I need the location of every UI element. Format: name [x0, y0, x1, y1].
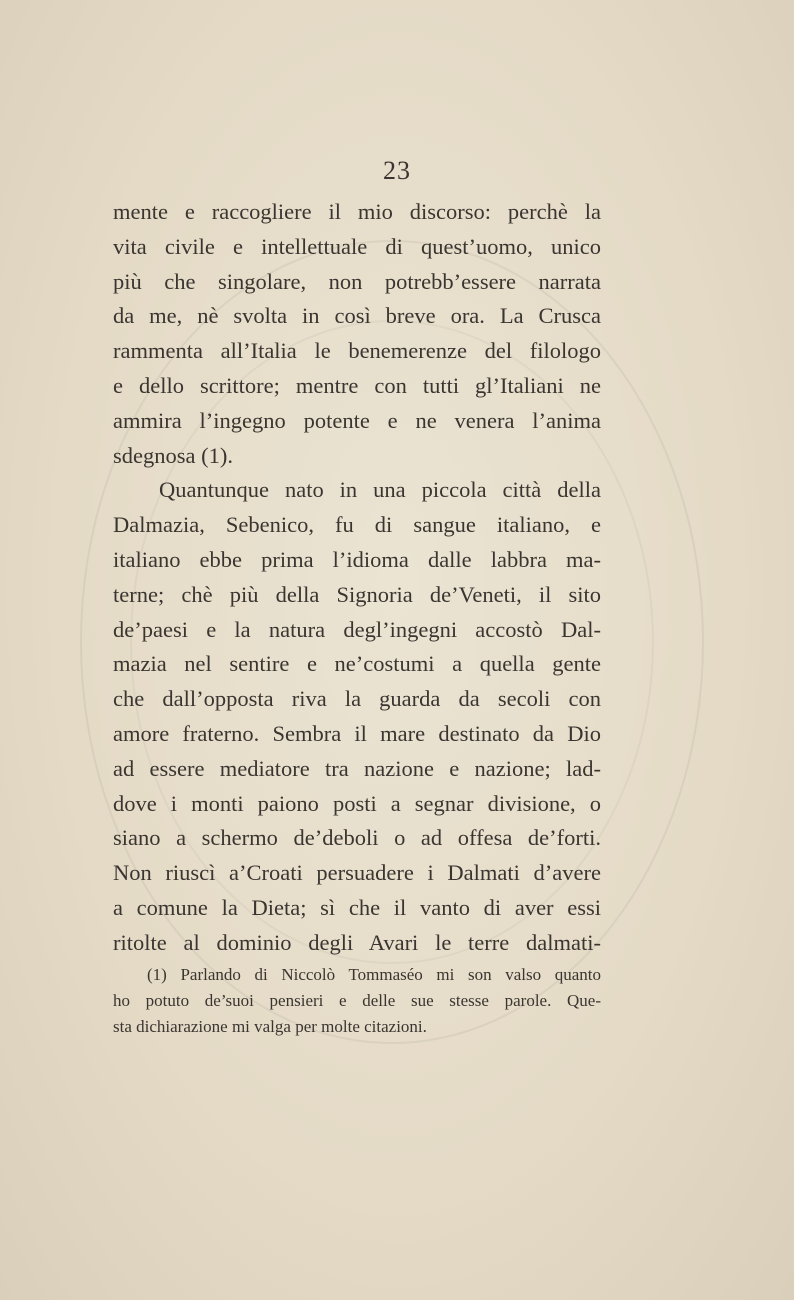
text-line: a comune la Dieta; sì che il vanto di aver essi — [113, 894, 601, 920]
text-line: terne; chè più della Signoria de’Veneti, il sito — [113, 581, 601, 607]
text-line: rammenta all’Italia le benemerenze del filologo — [113, 338, 601, 364]
text-line: ammira l’ingegno potente e ne venera l’anima — [113, 407, 601, 433]
footnote-line: ho potuto de’suoi pensieri e delle sue stesse parole. Que- — [113, 991, 601, 1010]
text-line: mente e raccogliere il mio discorso: perchè la — [113, 199, 601, 224]
text-line: vita civile e intellettuale di quest’uomo, unico — [113, 233, 601, 259]
text-line: dove i monti paiono posti a segnar divisione, o — [113, 790, 601, 816]
text-line: Non riuscì a’Croati persuadere i Dalmati d’avere — [113, 860, 601, 886]
text-line: mazia nel sentire e ne’costumi a quella gente — [113, 651, 601, 677]
footnote-line: (1) Parlando di Niccolò Tommaséo mi son valso quanto — [147, 965, 601, 984]
text-line: italiano ebbe prima l’idioma dalle labbra ma- — [113, 546, 601, 572]
text-line: più che singolare, non potrebb’essere narrata — [113, 268, 601, 294]
footnote — [113, 962, 601, 1040]
text-line: Dalmazia, Sebenico, fu di sangue italiano, e — [113, 512, 601, 538]
text-line: siano a schermo de’deboli o ad offesa de’forti. — [113, 825, 601, 851]
text-line: ad essere mediatore tra nazione e nazione; lad- — [113, 755, 601, 781]
body-text — [113, 195, 601, 961]
text-line: ritolte al dominio degli Avari le terre dalmati- — [113, 929, 601, 955]
text-line: e dello scrittore; mentre con tutti gl’Italiani ne — [113, 372, 601, 398]
text-line: Quantunque nato in una piccola città della — [159, 477, 601, 503]
text-line: da me, nè svolta in così breve ora. La Crusca — [113, 303, 601, 329]
text-line: amore fraterno. Sembra il mare destinato da Dio — [113, 720, 601, 746]
page-number: 23 — [383, 156, 411, 185]
text-line: che dall’opposta riva la guarda da secoli con — [113, 686, 601, 712]
footnote-line: sta dichiarazione mi valga per molte citazioni. — [113, 1017, 427, 1036]
text-line: de’paesi e la natura degl’ingegni accostò Dal- — [113, 616, 601, 642]
text-line: sdegnosa (1). — [113, 442, 233, 468]
